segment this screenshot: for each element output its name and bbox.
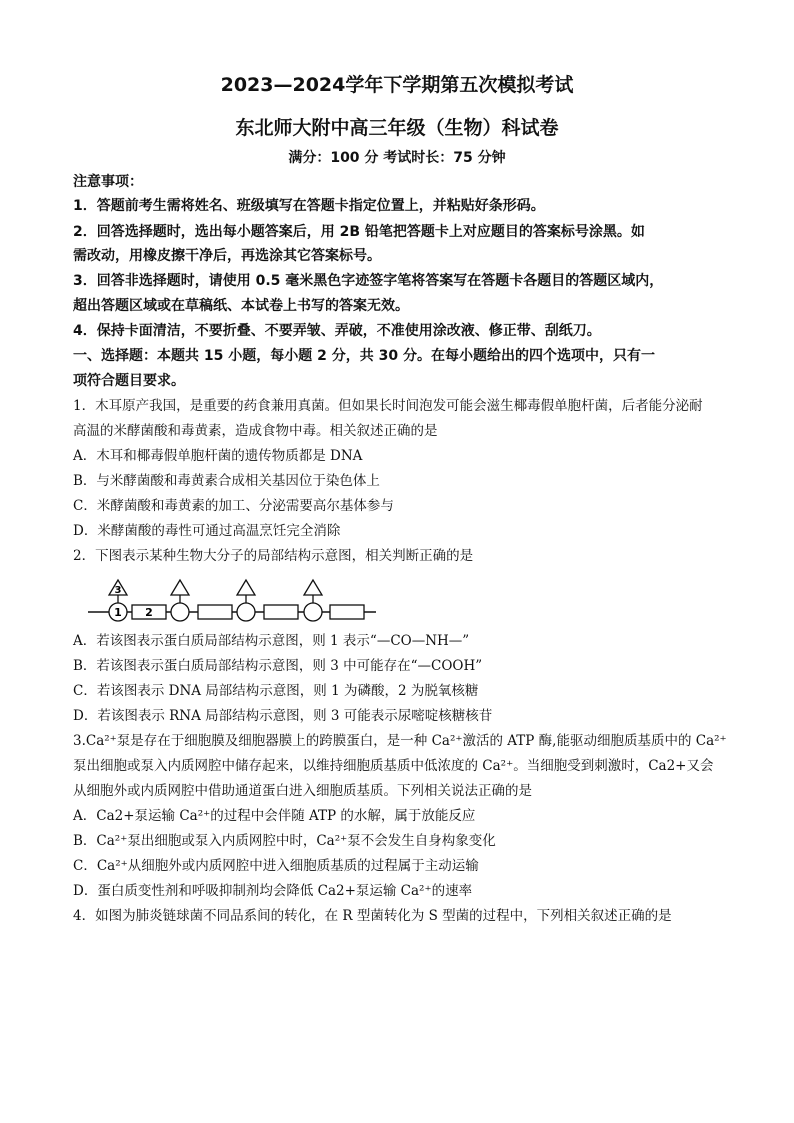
label-1: 1: [114, 606, 122, 619]
question-stem: 4．如图为肺炎链球菌不同品系间的转化，在 R 型菌转化为 S 型菌的过程中，下列相关叙述正确的是: [73, 908, 672, 924]
notice-item: 1．答题前考生需将姓名、班级填写在答题卡指定位置上，并粘贴好条形码。: [73, 198, 545, 214]
notice-item: 超出答题区域或在草稿纸、本试卷上书写的答案无效。: [73, 298, 409, 314]
unit-rect: [330, 605, 364, 619]
question-stem: 高温的米酵菌酸和毒黄素，造成食物中毒。相关叙述正确的是: [73, 423, 438, 439]
unit-rect: [264, 605, 298, 619]
notice-item: 需改动，用橡皮擦干净后，再选涂其它答案标号。: [73, 248, 381, 264]
side-group-triangle: [171, 580, 189, 595]
option: C．米酵菌酸和毒黄素的加工、分泌需要高尔基体参与: [73, 498, 394, 514]
question-stem: 3.Ca²⁺泵是存在于细胞膜及细胞器膜上的跨膜蛋白，是一种 Ca²⁺激活的 ATP 酶,能驱动细胞质基质中的 Ca²⁺: [73, 733, 727, 749]
option: A．若该图表示蛋白质局部结构示意图，则 1 表示“—CO—NH—”: [73, 633, 470, 649]
option: B．若该图表示蛋白质局部结构示意图，则 3 中可能存在“—COOH”: [73, 658, 483, 674]
exam-meta: 满分：100 分 考试时长：75 分钟: [288, 150, 506, 166]
option: B．Ca²⁺泵出细胞或泵入内质网腔中时，Ca²⁺泵不会发生自身构象变化: [73, 833, 496, 849]
option: C．Ca²⁺从细胞外或内质网腔中进入细胞质基质的过程属于主动运输: [73, 858, 479, 874]
molecule-structure-diagram: [88, 574, 378, 626]
unit-circle: [304, 603, 322, 621]
question-stem: 1．木耳原产我国，是重要的药食兼用真菌。但如果长时间泡发可能会滋生椰毒假单胞杆菌，后者能分泌耐: [73, 398, 703, 414]
side-group-triangle: [304, 580, 322, 595]
notice-item: 3．回答非选择题时，请使用 0.5 毫米黑色字迹签字笔将答案写在答题卡各题目的答题区域内，: [73, 273, 664, 289]
section-heading: 一、选择题：本题共 15 小题，每小题 2 分，共 30 分。在每小题给出的四个选项中，只有一: [73, 348, 655, 364]
side-group-triangle: [237, 580, 255, 595]
exam-title: 2023—2024学年下学期第五次模拟考试: [220, 74, 574, 96]
option: D．蛋白质变性剂和呼吸抑制剂均会降低 Ca2+泵运输 Ca²⁺的速率: [73, 883, 473, 899]
option: C．若该图表示 DNA 局部结构示意图，则 1 为磷酸，2 为脱氧核糖: [73, 683, 479, 699]
exam-subtitle: 东北师大附中高三年级（生物）科试卷: [235, 117, 559, 139]
question-stem: 泵出细胞或泵入内质网腔中储存起来，以维持细胞质基质中低浓度的 Ca²⁺。当细胞受到刺激时，Ca2+又会: [73, 758, 714, 774]
notice-item: 4．保持卡面清洁，不要折叠、不要弄皱、弄破，不准使用涂改液、修正带、刮纸刀。: [73, 323, 601, 339]
option: B．与米酵菌酸和毒黄素合成相关基因位于染色体上: [73, 473, 380, 489]
option: D．米酵菌酸的毒性可通过高温烹饪完全消除: [73, 523, 341, 539]
notice-item: 2．回答选择题时，选出每小题答案后，用 2B 铅笔把答题卡上对应题目的答案标号涂黑。如: [73, 224, 645, 240]
unit-rect: [198, 605, 232, 619]
unit-circle: [237, 603, 255, 621]
option: A．木耳和椰毒假单胞杆菌的遗传物质都是 DNA: [73, 448, 363, 464]
question-stem: 从细胞外或内质网腔中借助通道蛋白进入细胞质基质。下列相关说法正确的是: [73, 783, 532, 799]
option: D．若该图表示 RNA 局部结构示意图，则 3 可能表示尿嘧啶核糖核苷: [73, 708, 493, 724]
notice-heading: 注意事项：: [73, 174, 143, 190]
option: A．Ca2+泵运输 Ca²⁺的过程中会伴随 ATP 的水解，属于放能反应: [73, 808, 476, 824]
question-stem: 2．下图表示某种生物大分子的局部结构示意图，相关判断正确的是: [73, 548, 474, 564]
label-2: 2: [145, 606, 153, 619]
unit-circle: [171, 603, 189, 621]
section-heading: 项符合题目要求。: [73, 373, 185, 389]
label-3: 3: [114, 585, 122, 596]
